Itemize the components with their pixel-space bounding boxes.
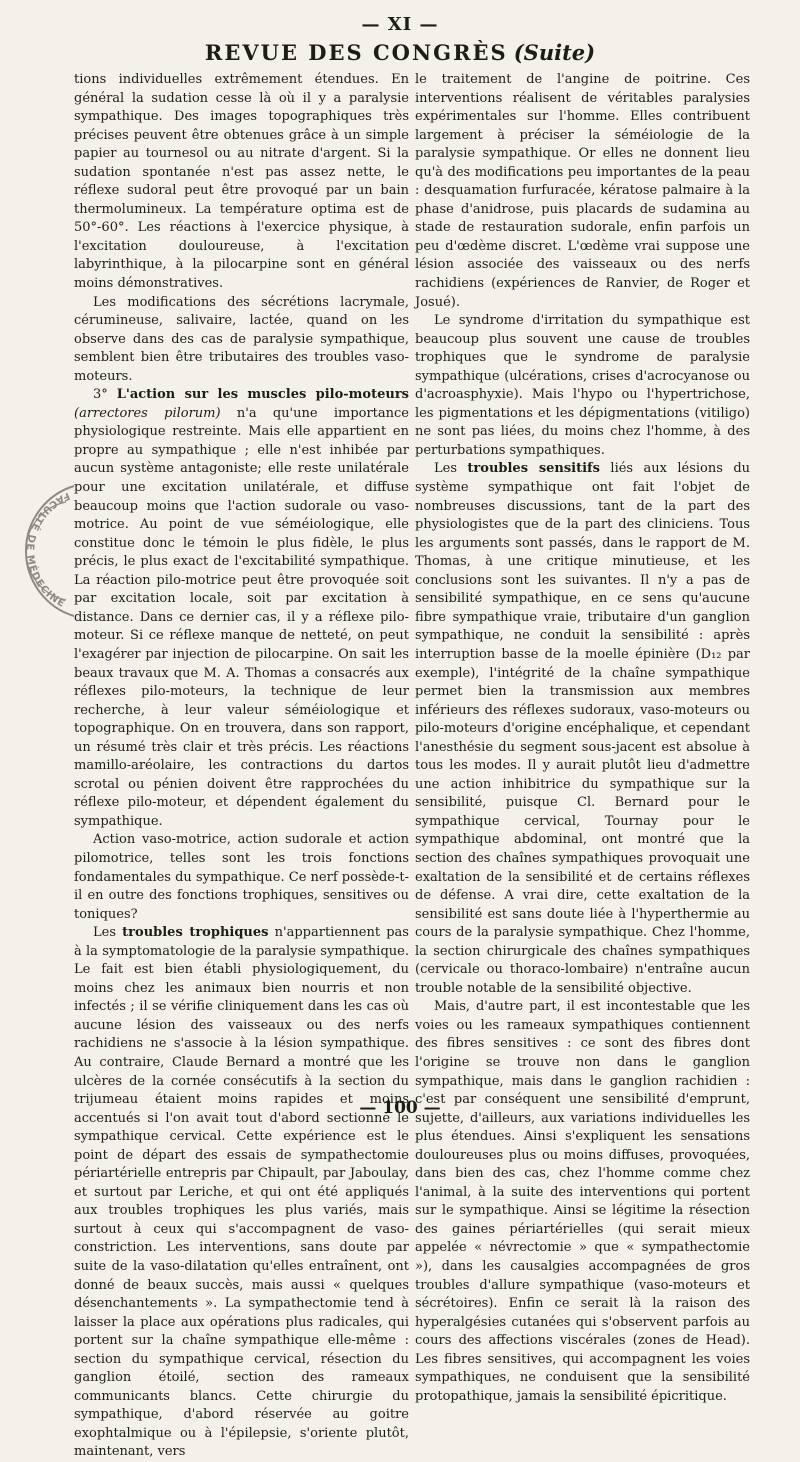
title-text: REVUE DES CONGRÈS xyxy=(204,40,508,65)
latin-term: (arrectores pilorum) xyxy=(74,405,221,421)
paragraph-body: n'appartiennent pas à la symptomatologie de la paralysie sympathique. Le fait est bien établi physiologiquement, du moins chez les animaux bien nourris et non infectés ; il se vérifie cliniquement dans les cas où aucune lésion des vaisseaux ou des nerfs rachidiens ne s'associe à la lésion sympathique. Au contraire, Claude Bernard a montré que les ulcères de la cornée consécutifs à la section du trijumeau étaient moins rapides et moins accentués si l'on avait tout d'abord sectionné le sympathique cervical. Cette expérience est le point de départ des essais de sympathectomie périartérielle entrepris par Chipault, par Jaboulay, et surtout par Leriche, et qui ont été appliqués aux troubles trophiques les plus variés, mais surtout à ceux qui s'accompagnent de vaso-constriction. Les interventions, sans doute par suite de la vaso-dilatation qu'elles entraînent, ont donné de beaux succès, mais aussi « quelques désenchantements ». La sympathectomie tend à laisser la place aux opérations plus radicales, qui portent sur la chaîne sympathique elle-même : section du sympathique cervical, résection du ganglion étoilé, section des rameaux communicants blancs. Cette chirurgie du sympathique, d'abord réservée au goitre exophtalmique ou à l'épilepsie, s'oriente plutôt, maintenant, vers xyxy=(74,925,409,1460)
paragraph xyxy=(74,386,409,831)
paragraph-body: n'a qu'une importance physiologique restreinte. Mais elle appartient en propre au sympathique ; elle n'est inhibée par aucun système antagoniste; elle reste unilatérale pour une excitation unilatérale, et diffuse beaucoup moins que l'action sudorale ou vaso-motrice. Au point de vue séméiologique, elle constitue donc le témoin le plus fidèle, le plus précis, le plus exact de l'excitabilité sympathique. La réaction pilo-motrice peut être provoquée soit par excitation locale, soit par excitation à distance. Dans ce dernier cas, il y a réflexe pilo-moteur. Si ce réflexe manque de netteté, on peut l'exagérer par injection de pilocarpine. On sait les beaux travaux que M. A. Thomas a consacrés aux réflexes pilo-moteurs, la technique de leur recherche, à leur valeur séméiologique et topographique. On en trouvera, dans son rapport, un résumé très clair et très précis. Les réactions mamillo-aréolaire, les contractions du dartos scrotal ou pénien doivent être rapprochées du réflexe pilo-moteur, et dépendent également du sympathique. xyxy=(74,405,410,829)
page-title xyxy=(0,40,800,65)
paragraph: le traitement de l'angine de poitrine. Ces interventions réalisent de véritables paralysies expérimentales sur l'homme. Elles contribuent largement à préciser la séméiologie de la paralysie sympathique. Or elles ne donnent lieu qu'à des modifications peu importantes de la peau : desquamation furfuracée, kératose palmaire à la phase d'anidrose, puis placards de sudamina au stade de restauration sudorale, enfin parfois un peu d'œdème discret. L'œdème vrai suppose une lésion associée des vaisseaux ou des nerfs rachidiens (expériences de Ranvier, de Roger et Josué). xyxy=(415,72,750,310)
paragraph: tions individuelles extrêmement étendues. En général la sudation cesse là où il y a paralysie sympathique. Des images topographiques très précises peuvent être obtenues grâce à un simple papier au tournesol ou au nitrate d'argent. Si la sudation spontanée n'est pas assez nette, le réflexe sudoral peut être provoqué par un bain thermolumineux. La température optima est de 50°-60°. Les réactions à l'exercice physique, à l'excitation douloureuse, à l'excitation labyrinthique, à la pilocarpine sont en général moins démonstratives. xyxy=(74,72,409,292)
paragraph xyxy=(74,924,409,1462)
paragraph: Les modifications des sécrétions lacrymale, cérumineuse, salivaire, lactée, quand on les observe dans des cas de paralysie sympathique, semblent bien être tributaires des troubles vaso-moteurs. xyxy=(74,294,409,384)
page-roman-numeral: — XI — xyxy=(361,14,439,35)
paragraph: Mais, d'autre part, il est incontestable que les voies ou les rameaux sympathiques contiennent des fibres sensitives : ce sont des fibres dont l'origine se trouve non dans le ganglion sympathique, mais dans le ganglion rachidien : c'est par conséquent une sensibilité d'emprunt, sujette, d'ailleurs, aux variations individuelles les plus étendues. Ainsi s'expliquent les sensations douloureuses plus ou moins diffuses, provoquées, dans bien des cas, chez l'homme comme chez l'animal, à la suite des interventions qui portent sur le sympathique. Ainsi se légitime la résection des gaines périartérielles (qui serait mieux appelée « névrectomie » que « sympathectomie »), dans les causalgies accompagnées de gros troubles d'allure sympathique (vaso-moteurs et sécrétoires). Enfin ce serait là la raison des hyperalgésies cutanées qui s'observent parfois au cours des affections viscérales (zones de Head). Les fibres sensitives, qui accompagnent les voies sympathiques, ne conduisent que la sensibilité protopathique, jamais la sensibilité épicritique. xyxy=(415,999,750,1404)
left-column xyxy=(74,71,409,1462)
stamp-text: FACULTÉ DE MÉDECINE xyxy=(23,489,72,611)
svg-text:FACULTÉ DE MÉDECINE xyxy=(24,490,71,610)
section-heading: troubles sensitifs xyxy=(467,461,600,477)
library-stamp xyxy=(4,482,78,620)
section-number: 3° xyxy=(93,387,108,403)
paragraph-lead: Les xyxy=(93,925,116,941)
paragraph-body: liés aux lésions du système sympathique ont fait l'objet de nombreuses discussions, tant de la part des physiologistes que de la part des cliniciens. Tous les arguments sont passés, dans le rapport de M. Thomas, à une critique minutieuse, et les conclusions sont les suivantes. Il n'y a pas de sensibilité sympathique, en ce sens qu'aucune fibre sympathique vraie, tributaire d'un ganglion sympathique, ne conduit la sensibilité : après interruption basse de la moelle épinière (D₁₂ par exemple), l'intégrité de la chaîne sympathique permet bien la transmission aux membres inférieurs des réflexes sudoraux, vaso-moteurs ou pilo-moteurs d'origine encéphalique, et cependant l'anesthésie du segment sous-jacent est absolue à tous les modes. Il y aurait plutôt lieu d'admettre une action inhibitrice du sympathique sur la sensibilité, puisque Cl. Bernard pour le sympathique cervical, Tournay pour le sympathique abdominal, ont montré que la section des chaînes sympathiques provoquait une exaltation de la sensibilité et de certains réflexes de défense. A vrai dire, cette exaltation de la sensibilité est sans doute liée à l'hyperthermie au cours de la paralysie sympathique. Chez l'homme, la section chirurgicale des chaînes sympathiques (cervicale ou thoraco-lombaire) n'entraîne aucun trouble notable de la sensibilité objective. xyxy=(415,461,751,996)
paragraph: Le syndrome d'irritation du sympathique est beaucoup plus souvent une cause de troubles trophiques que le syndrome de paralysie sympathique (ulcérations, crises d'acrocyanose ou d'acroasphyxie). Mais l'hypo ou l'hypertrichose, les pigmentations et les dépigmentations (vitiligo) ne sont pas liées, du moins chez l'homme, à des perturbations sympathiques. xyxy=(415,313,750,458)
section-heading: troubles trophiques xyxy=(122,925,269,941)
title-suffix: (Suite) xyxy=(513,40,596,65)
section-heading: L'action sur les muscles pilo-moteurs xyxy=(116,387,409,403)
page-number: — 100 — xyxy=(359,1098,441,1118)
paragraph xyxy=(415,460,750,998)
paragraph: Action vaso-motrice, action sudorale et action pilomotrice, telles sont les trois fonctions fondamentales du sympathique. Ce nerf possède-t-il en outre des fonctions trophiques, sensitives ou toniques? xyxy=(74,832,409,922)
right-column xyxy=(415,71,750,1406)
paragraph-lead: Les xyxy=(434,461,457,477)
